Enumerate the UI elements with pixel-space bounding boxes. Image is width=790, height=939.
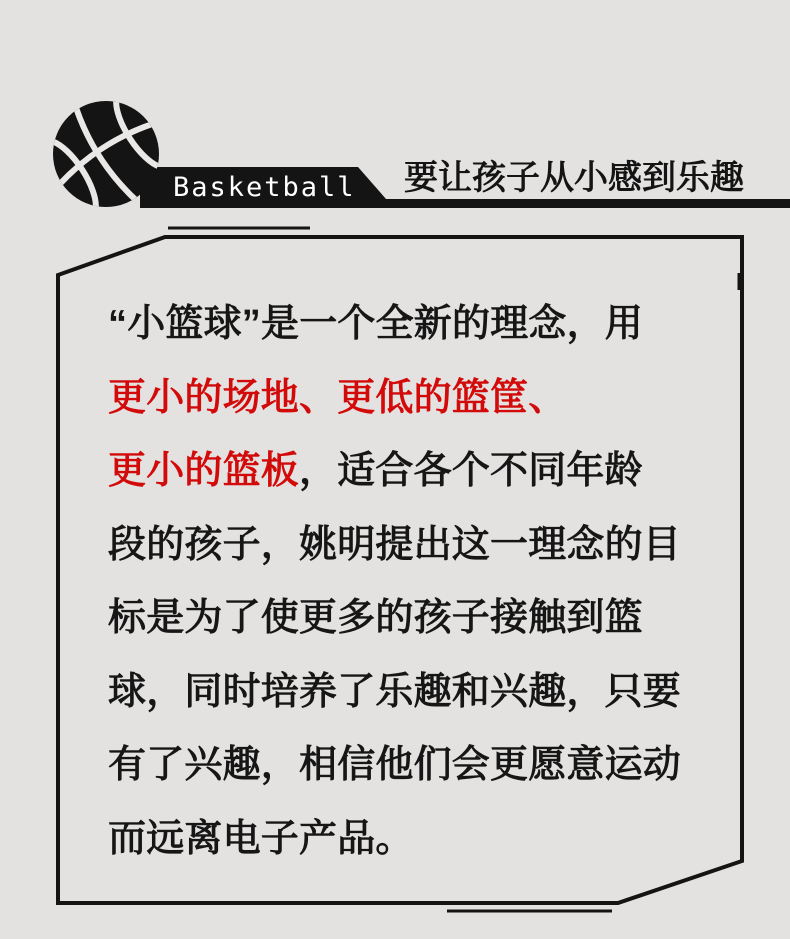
text-segment: 标是为了使更多的孩子接触到篮: [108, 597, 643, 639]
text-segment: 有了兴趣，相信他们会更愿意运动: [108, 744, 682, 786]
banner-label: Basketball: [173, 172, 356, 203]
content-paragraph: [108, 288, 708, 876]
text-line: [108, 362, 708, 436]
text-segment: 段的孩子，姚明提出这一理念的目: [108, 523, 682, 566]
text-segment: 球，同时培养了乐趣和兴趣，只要: [108, 670, 682, 713]
text-line: [108, 435, 708, 509]
basketball-icon: [51, 99, 161, 209]
text-line: [108, 803, 708, 877]
text-segment: ，适合各个不同年龄: [299, 450, 643, 492]
text-segment: 而远离电子产品。: [108, 817, 414, 860]
text-line: [108, 656, 708, 730]
text-segment: “小篮球”是一个全新的理念，用: [108, 303, 644, 345]
text-line: [108, 582, 708, 656]
text-line: [108, 288, 708, 362]
text-line: [108, 509, 708, 583]
header-title: 要让孩子从小感到乐趣: [404, 159, 744, 197]
text-line: [108, 729, 708, 803]
text-segment-highlight: 更小的场地、更低的篮筐、: [108, 376, 567, 419]
text-segment-highlight: 更小的篮板: [108, 450, 300, 492]
